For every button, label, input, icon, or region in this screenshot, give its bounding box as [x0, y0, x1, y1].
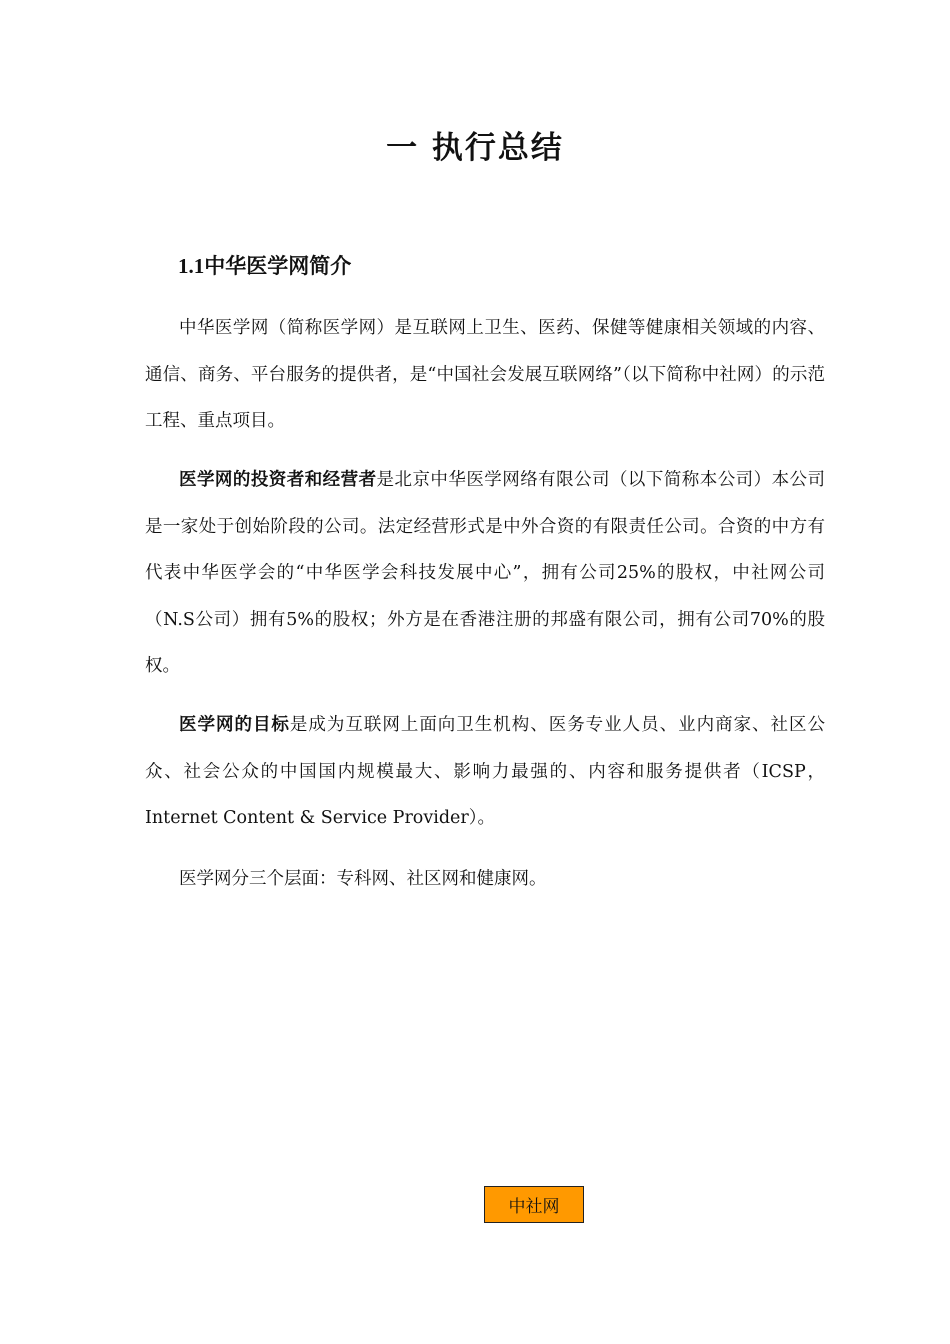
paragraph-goal-text: 是成为互联网上面向卫生机构、医务专业人员、业内商家、社区公众、社会公众的中国国内规模最大、影响力最强的、内容和服务提供者（ICSP，Internet Content & Service Provider）。 [145, 715, 826, 828]
section-heading [178, 250, 351, 280]
paragraph-layers-text: 医学网分三个层面：专科网、社区网和健康网。 [179, 869, 547, 889]
paragraph-introduction-text: 中华医学网（简称医学网）是互联网上卫生、医药、保健等健康相关领域的内容、通信、商务、平台服务的提供者，是“中国社会发展互联网络”（以下简称中社网）的示范工程、重点项目。 [145, 318, 825, 431]
paragraph-layers [145, 856, 825, 903]
main-title: 一 执行总结 [386, 130, 564, 166]
section-title-text: 中华医学网简介 [204, 254, 352, 278]
paragraph-goal [145, 702, 825, 842]
paragraph-investors [145, 457, 825, 690]
footer-label-box [484, 1186, 584, 1223]
goal-bold-label: 医学网的目标 [179, 715, 290, 735]
paragraph-introduction [145, 305, 825, 445]
footer-label: 中社网 [508, 1197, 560, 1217]
paragraph-investors-text: 是北京中华医学网络有限公司（以下简称本公司）本公司是一家处于创始阶段的公司。法定经营形式是中外合资的有限责任公司。合资的中方有代表中华医学会的“中华医学会科技发展中心”，拥有公司25%的股权，中社网公司（N.S公司）拥有5%的股权；外方是在香港注册的邦盛有限公司，拥有公司70%的股权。 [145, 470, 826, 676]
investors-bold-label: 医学网的投资者和经营者 [179, 470, 377, 490]
section-number: 1.1 [178, 254, 205, 278]
